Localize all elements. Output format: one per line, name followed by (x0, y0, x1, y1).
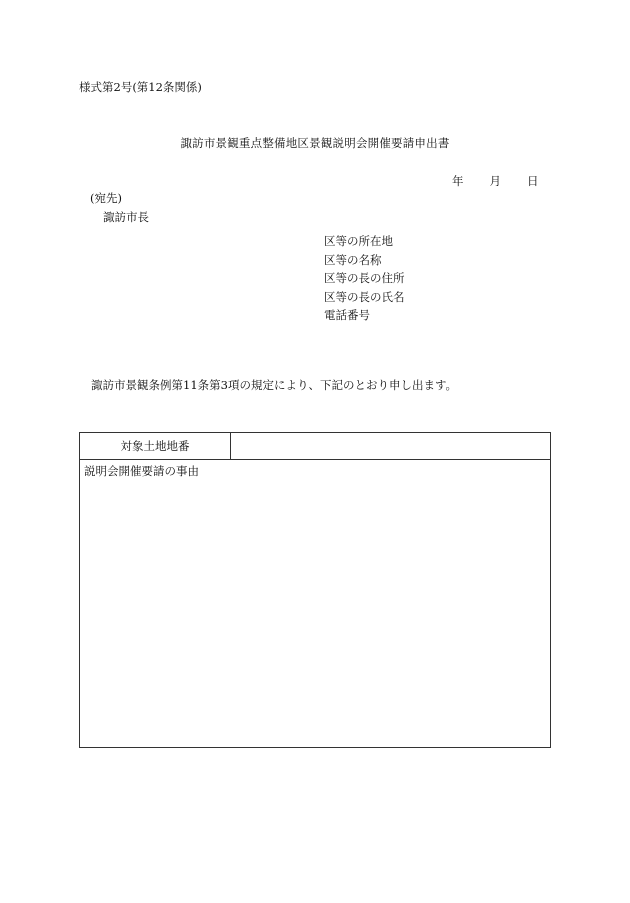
representative-address-label: 区等の長の住所 (324, 271, 405, 285)
statement-text: 諏訪市景観条例第11条第3項の規定により、下記のとおり申し出ます。 (91, 378, 458, 392)
day-label: 日 (527, 174, 539, 188)
reason-field[interactable] (84, 486, 546, 743)
land-number-field[interactable] (231, 433, 550, 459)
reason-row (80, 460, 550, 747)
phone-number-label: 電話番号 (324, 308, 370, 322)
application-table (79, 432, 551, 748)
land-number-row (80, 433, 550, 460)
addressee-name: 諏訪市長 (103, 210, 149, 224)
applicant-address-label: 区等の所在地 (324, 234, 393, 248)
date-line (452, 176, 539, 188)
month-label: 月 (489, 174, 501, 188)
page-title: 諏訪市景観重点整備地区景観説明会開催要請申出書 (180, 136, 450, 150)
addressee-prefix: (宛先) (90, 191, 122, 205)
representative-name-label: 区等の長の氏名 (324, 289, 405, 304)
year-label: 年 (452, 174, 464, 188)
applicant-name-label: 区等の名称 (324, 252, 382, 267)
reason-label: 説明会開催要請の事由 (84, 464, 199, 478)
applicant-block (324, 232, 405, 325)
land-number-label: 対象土地地番 (80, 433, 231, 459)
form-number: 様式第2号(第12条関係) (79, 80, 202, 94)
